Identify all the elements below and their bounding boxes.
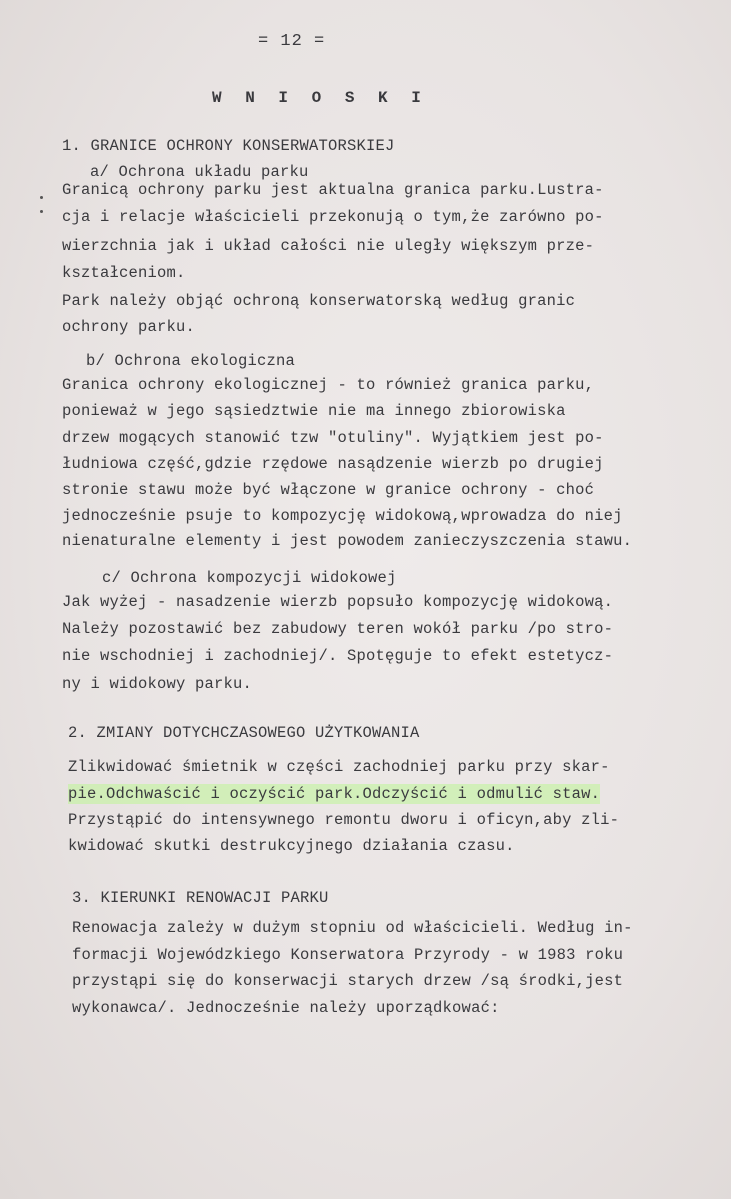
text-line: stronie stawu może być włączone w granice ochrony - choć	[62, 481, 595, 499]
subsection-a-heading: a/ Ochrona układu parku	[90, 163, 309, 181]
text-line: przystąpi się do konserwacji starych drzew /są środki,jest	[72, 972, 624, 990]
text-line: Granicą ochrony parku jest aktualna granica parku.Lustra-	[62, 181, 604, 199]
text-line: kształceniom.	[62, 264, 186, 282]
page-title: W N I O S K I	[212, 89, 428, 107]
text-line: Zlikwidować śmietnik w części zachodniej parku przy skar-	[68, 758, 610, 776]
text-line: ny i widokowy parku.	[62, 675, 253, 693]
page-number: = 12 =	[258, 32, 326, 51]
highlighted-text-line: pie.Odchwaścić i oczyścić park.Odczyścić i odmulić staw.	[68, 785, 601, 803]
text-line: Należy pozostawić bez zabudowy teren wokół parku /po stro-	[62, 620, 614, 638]
text-line: jednocześnie psuje to kompozycję widokową,wprowadza do niej	[62, 507, 623, 525]
text-line: ochrony parku.	[62, 318, 196, 336]
text-line: Granica ochrony ekologicznej - to również granica parku,	[62, 376, 595, 394]
text-line: ponieważ w jego sąsiedztwie nie ma innego zbiorowiska	[62, 402, 566, 420]
subsection-b-heading: b/ Ochrona ekologiczna	[86, 352, 296, 370]
text-line: Renowacja zależy w dużym stopniu od właścicieli. Według in-	[72, 919, 633, 937]
text-line: formacji Wojewódzkiego Konserwatora Przyrody - w 1983 roku	[72, 946, 624, 964]
text-line: nie wschodniej i zachodniej/. Spotęguje to efekt estetycz-	[62, 647, 614, 665]
subsection-c-heading: c/ Ochrona kompozycji widokowej	[102, 569, 397, 587]
text-line: wierzchnia jak i układ całości nie uległy większym prze-	[62, 237, 595, 255]
section-1-heading: 1. GRANICE OCHRONY KONSERWATORSKIEJ	[62, 137, 395, 155]
text-line: kwidować skutki destrukcyjnego działania czasu.	[68, 837, 515, 855]
text-line: wykonawca/. Jednocześnie należy uporządkować:	[72, 999, 500, 1017]
text-line: nienaturalne elementy i jest powodem zanieczyszczenia stawu.	[62, 532, 633, 550]
text-line: cja i relacje właścicieli przekonują o tym,że zarówno po-	[62, 208, 604, 226]
text-line: łudniowa część,gdzie rzędowe nasądzenie wierzb po drugiej	[62, 455, 604, 473]
section-3-heading: 3. KIERUNKI RENOWACJI PARKU	[72, 889, 329, 907]
margin-dot	[40, 210, 43, 213]
section-2-heading: 2. ZMIANY DOTYCHCZASOWEGO UŻYTKOWANIA	[68, 724, 420, 742]
text-line: Jak wyżej - nasadzenie wierzb popsuło kompozycję widokową.	[62, 593, 614, 611]
text-line: drzew mogących stanowić tzw "otuliny". Wyjątkiem jest po-	[62, 429, 604, 447]
text-line: Park należy objąć ochroną konserwatorską według granic	[62, 292, 576, 310]
text-line: Przystąpić do intensywnego remontu dworu i oficyn,aby zli-	[68, 811, 620, 829]
margin-dot	[40, 196, 43, 199]
